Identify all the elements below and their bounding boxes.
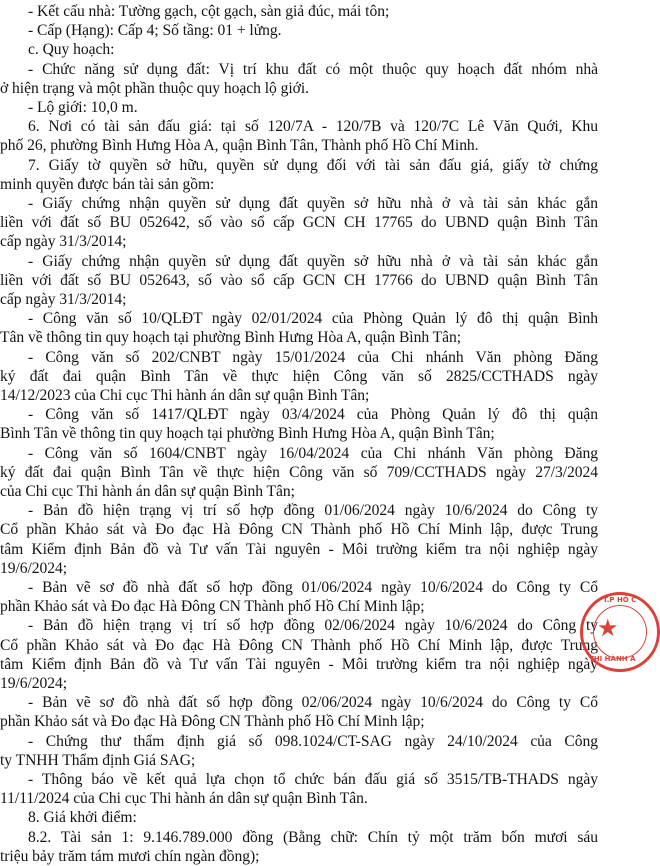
text-line: - Công văn số 1417/QLĐT ngày 03/4/2024 của Phòng Quản lý đô thị quận [28, 406, 598, 423]
text-line: Tân về thông tin quy hoạch tại phường Bình Hưng Hòa A, quận Bình Tân; [0, 329, 462, 346]
text-line: phố 26, phường Bình Hưng Hòa A, quận Bình Tân, Thành phố Hồ Chí Minh. [0, 137, 479, 154]
text-line: tâm Kiểm định Bản đồ và Tư vấn Tài nguyên - Môi trường kiểm tra nội nghiệp ngày [0, 656, 598, 673]
text-line: triệu bảy trăm tám mươi chín ngàn đồng); [0, 848, 260, 865]
text-line: - Thông báo về kết quả lựa chọn tổ chức bán đấu giá số 3515/TB-THADS ngày [28, 771, 598, 788]
text-line: - Bản đồ hiện trạng vị trí số hợp đồng 01/06/2024 ngày 10/6/2024 do Công ty [28, 502, 598, 519]
official-stamp [580, 592, 660, 672]
text-line: 8. Giá khởi điểm: [28, 809, 137, 826]
text-line: ký đất đai quận Bình Tân về thực hiện Công văn số 2825/CCTHADS ngày [0, 368, 598, 385]
text-line: - Giấy chứng nhận quyền sử dụng đất quyền sở hữu nhà ở và tài sản khác gắn [28, 253, 598, 270]
text-line: - Bản đồ hiện trạng vị trí số hợp đồng 02/06/2024 ngày 10/6/2024 do Công ty [28, 617, 598, 634]
text-line: - Chứng thư thẩm định giá số 098.1024/CT-SAG ngày 24/10/2024 của Công [28, 733, 598, 750]
text-line: 19/6/2024; [0, 675, 68, 692]
text-line: của Chi cục Thi hành án dân sự quận Bình Tân; [0, 483, 295, 500]
stamp-text-bottom: THI HÀNH Á [589, 655, 636, 663]
text-line: - Bản vẽ sơ đồ nhà đất số hợp đồng 02/06/2024 ngày 10/6/2024 do Công ty Cổ [28, 694, 598, 711]
text-line: Cổ phần Khảo sát và Đo đạc Hà Đông CN Thành phố Hồ Chí Minh lập, được Trung [0, 637, 598, 654]
text-line: 19/6/2024; [0, 560, 68, 577]
text-line: - Giấy chứng nhận quyền sử dụng đất quyền sở hữu nhà ở và tài sản khác gắn [28, 195, 598, 212]
stamp-text-top: T.P HỒ C [603, 596, 637, 604]
star-icon: ★ [597, 614, 619, 642]
text-line: ở hiện trạng và một phần thuộc quy hoạch lộ giới. [0, 80, 309, 97]
text-line: 8.2. Tài sản 1: 9.146.789.000 đồng (Bằng chữ: Chín tỷ một trăm bốn mươi sáu [28, 829, 598, 846]
text-line: ký đất đai quận Bình Tân về thực hiện Công văn số 709/CCTHADS ngày 27/3/2024 [0, 464, 598, 481]
text-line: - Chức năng sử dụng đất: Vị trí khu đất có một thuộc quy hoạch đất nhóm nhà [28, 61, 598, 78]
text-line: ty TNHH Thẩm định Giá SAG; [0, 752, 196, 769]
text-line: - Công văn số 1604/CNBT ngày 16/04/2024 của Chi nhánh Văn phòng Đăng [28, 445, 598, 462]
text-line: - Công văn số 202/CNBT ngày 15/01/2024 của Chi nhánh Văn phòng Đăng [28, 349, 598, 366]
text-line: cấp ngày 31/3/2014; [0, 233, 127, 250]
text-line: cấp ngày 31/3/2014; [0, 291, 127, 308]
text-line: Bình Tân về thông tin quy hoạch tại phường Bình Hưng Hòa A, quận Bình Tân; [0, 425, 495, 442]
text-line: - Bản vẽ sơ đồ nhà đất số hợp đồng 01/06/2024 ngày 10/6/2024 do Công ty Cổ [28, 579, 598, 596]
text-line: c. Quy hoạch: [28, 41, 115, 58]
text-line: Cổ phần Khảo sát và Đo đạc Hà Đông CN Thành phố Hồ Chí Minh lập, được Trung [0, 521, 598, 538]
text-line: - Cấp (Hạng): Cấp 4; Số tầng: 01 + lửng. [28, 22, 282, 39]
text-line: liền với đất số BU 052642, số vào sổ cấp GCN CH 17765 do UBND quận Bình Tân [0, 214, 598, 231]
text-line: - Lộ giới: 10,0 m. [28, 99, 138, 116]
text-line: liền với đất số BU 052643, số vào sổ cấp GCN CH 17766 do UBND quận Bình Tân [0, 272, 598, 289]
text-line: minh quyền được bán tài sản gồm: [0, 176, 215, 193]
text-line: tâm Kiểm định Bản đồ và Tư vấn Tài nguyên - Môi trường kiểm tra nội nghiệp ngày [0, 541, 598, 558]
text-line: - Công văn số 10/QLĐT ngày 02/01/2024 của Phòng Quản lý đô thị quận Bình [28, 310, 598, 327]
text-line: 7. Giấy tờ quyền sở hữu, quyền sử dụng đối với tài sản đấu giá, giấy tờ chứng [28, 157, 598, 174]
text-line: phần Khảo sát và Đo đạc Hà Đông CN Thành phố Hồ Chí Minh lập; [0, 598, 425, 615]
text-line: - Kết cấu nhà: Tường gạch, cột gạch, sàn giả đúc, mái tôn; [28, 3, 390, 20]
text-line: 11/11/2024 của Chi cục Thi hành án dân sự quận Bình Tân. [0, 790, 368, 807]
text-line: 6. Nơi có tài sản đấu giá: tại số 120/7A - 120/7B và 120/7C Lê Văn Quới, Khu [28, 118, 598, 135]
text-line: 14/12/2023 của Chi cục Thi hành án dân sự quận Bình Tân; [0, 387, 370, 404]
text-line: phần Khảo sát và Đo đạc Hà Đông CN Thành phố Hồ Chí Minh lập; [0, 713, 425, 730]
